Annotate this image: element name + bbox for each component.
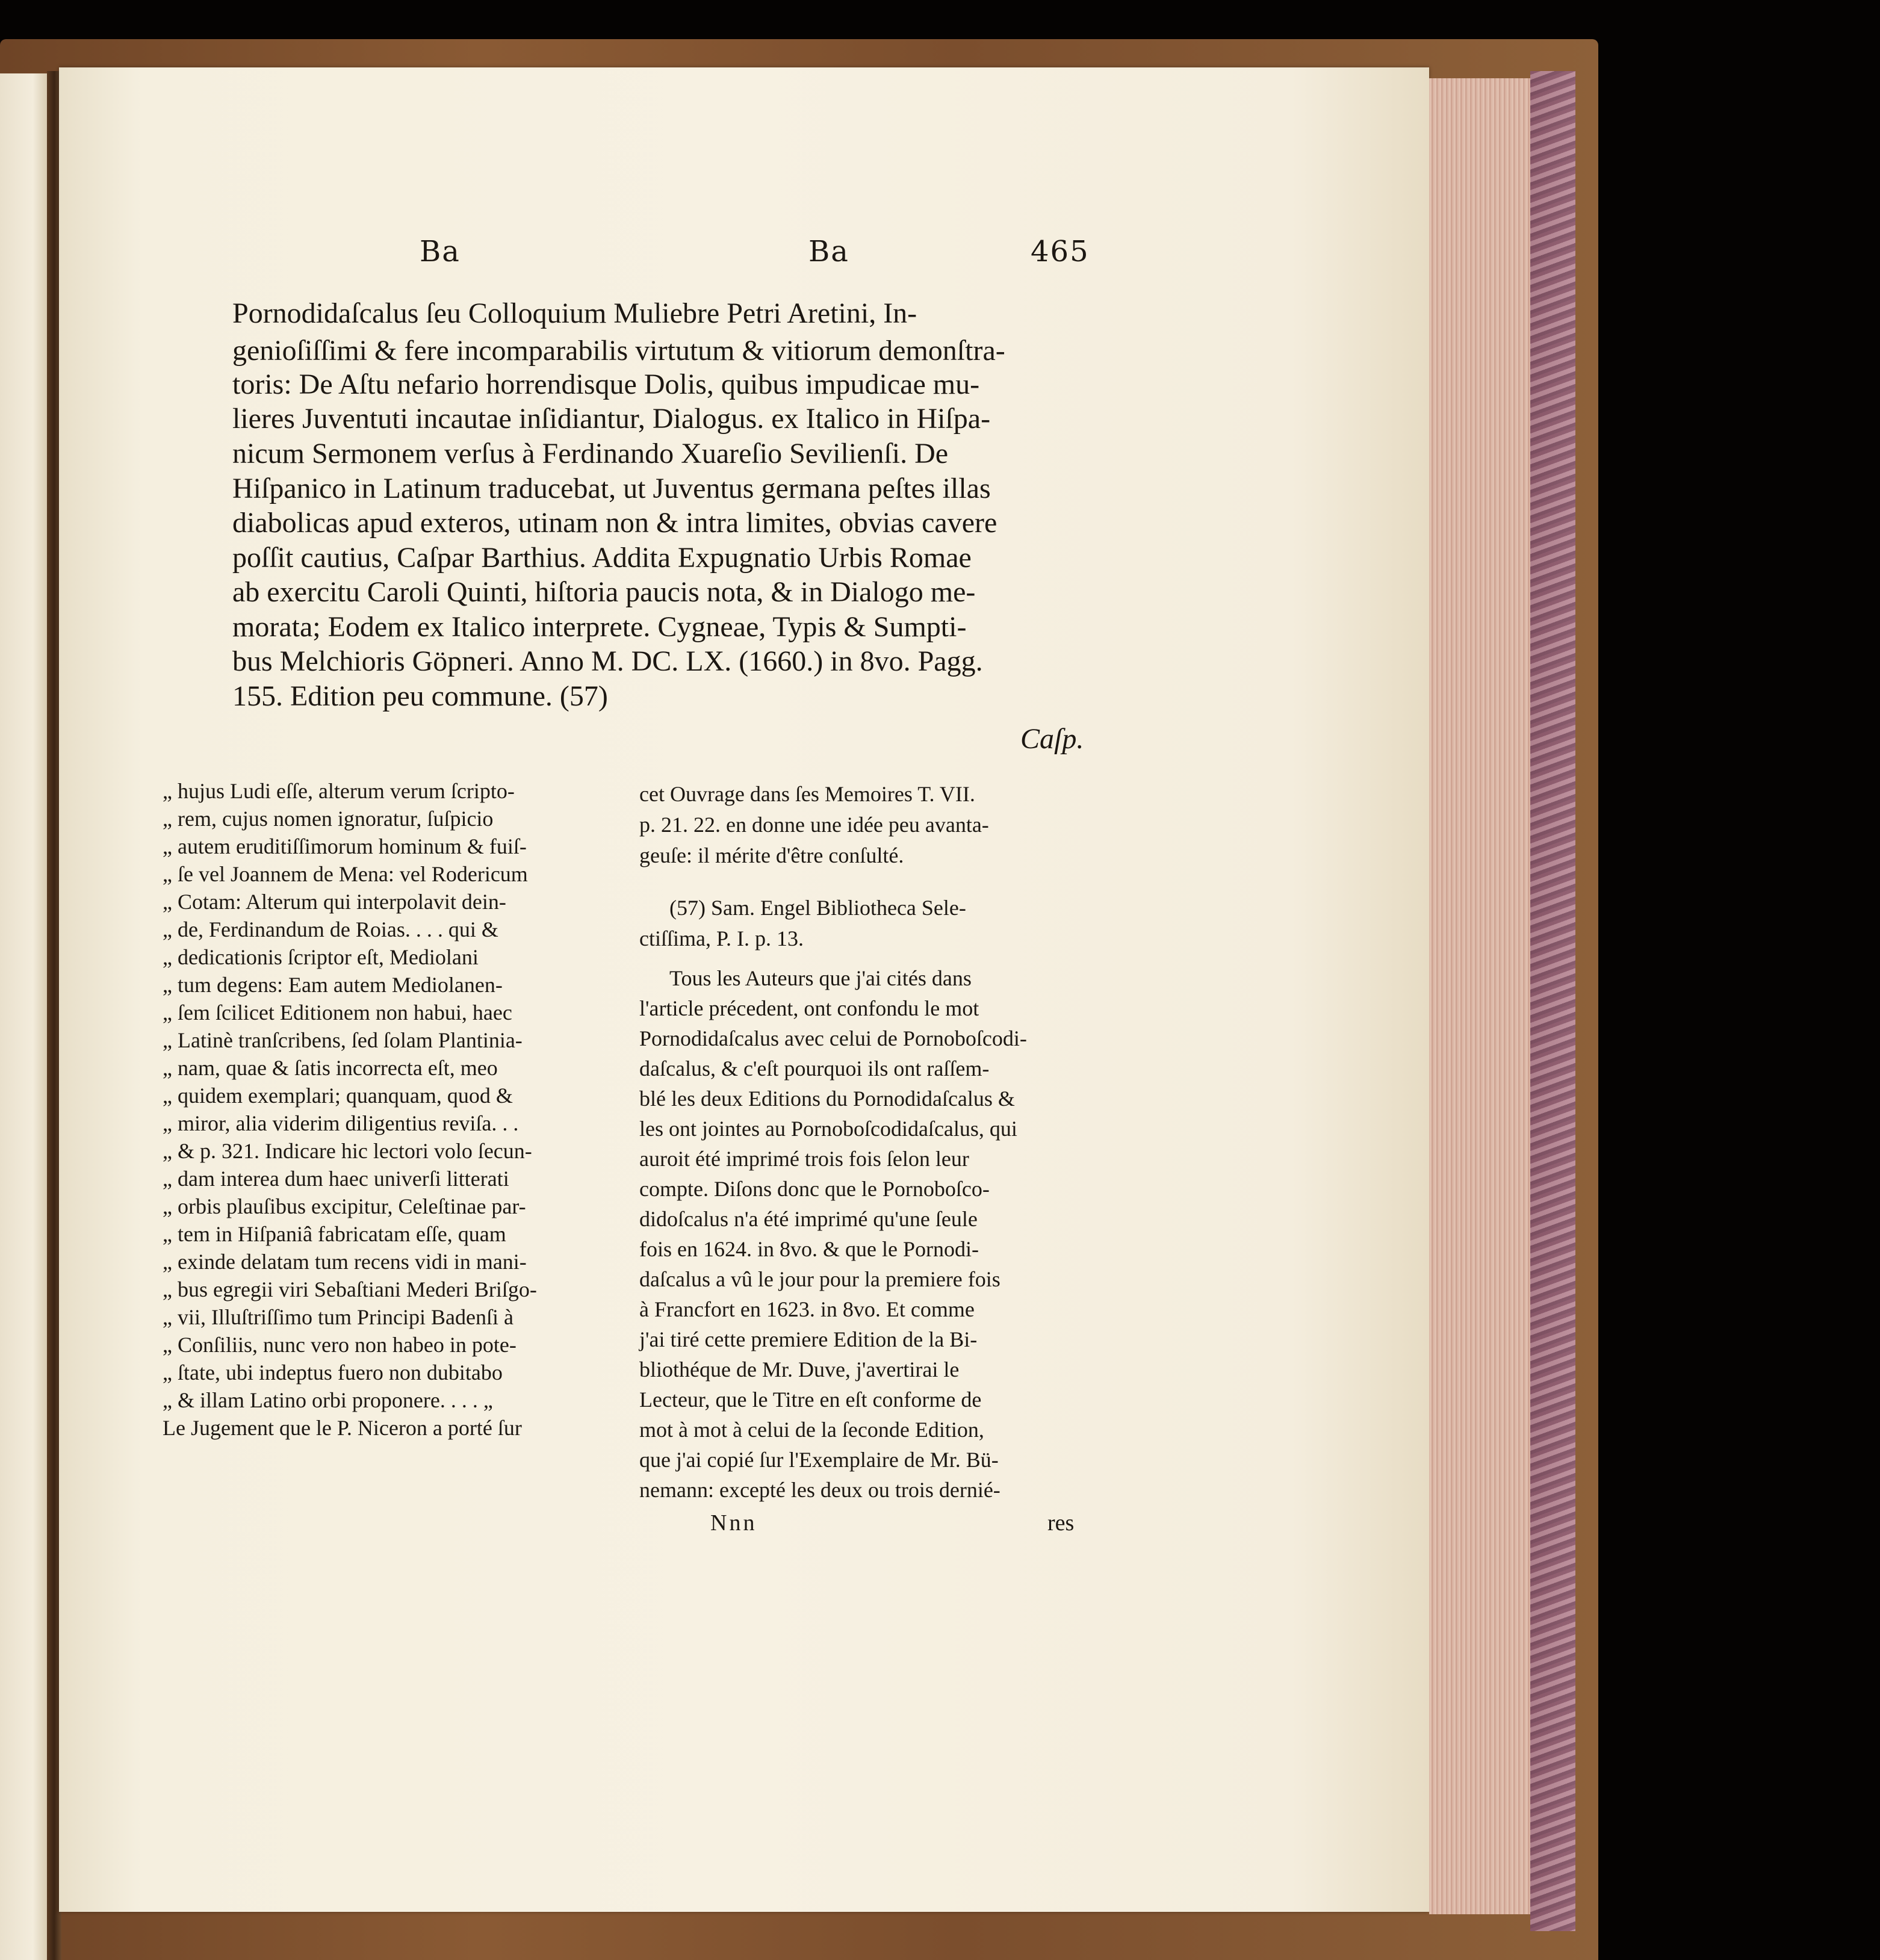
- right-col-line: compte. Diſons donc que le Pornoboſco-: [639, 1177, 990, 1201]
- right-col-line: Pornodidaſcalus avec celui de Pornoboſcodi-: [639, 1026, 1027, 1050]
- catchword-top: Caſp.: [1020, 723, 1084, 755]
- main-entry-line: 155. Edition peu commune. (57): [232, 680, 608, 712]
- main-entry-line: lieres Juventuti incautae inſidiantur, Dialogus. ex Italico in Hiſpa-: [232, 403, 991, 435]
- right-col-line: geuſe: il mérite d'être conſulté.: [639, 843, 904, 867]
- left-col-line: „ Cotam: Alterum qui interpolavit dein-: [163, 890, 506, 914]
- left-col-line: „ dedicationis ſcriptor eſt, Mediolani: [163, 945, 479, 969]
- right-col-footnote-line: (57) Sam. Engel Bibliotheca Sele-: [669, 896, 966, 920]
- right-col-line: Lecteur, que le Titre en eſt conforme de: [639, 1388, 982, 1412]
- left-col-line: „ exinde delatam tum recens vidi in mani-: [163, 1250, 527, 1274]
- left-col-line: „ ſem ſcilicet Editionem non habui, haec: [163, 1000, 512, 1025]
- right-col-line: que j'ai copié ſur l'Exemplaire de Mr. Bü-: [639, 1448, 999, 1472]
- main-entry-line: genioſiſſimi & fere incomparabilis virtutum & vitiorum demonſtra-: [232, 335, 1005, 367]
- right-col-line: blé les deux Editions du Pornodidaſcalus &: [639, 1087, 1015, 1111]
- running-head-left: Ba: [420, 235, 461, 268]
- right-col-line: daſcalus a vû le jour pour la premiere fois: [639, 1267, 1000, 1291]
- main-entry-line: morata; Eodem ex Italico interprete. Cygneae, Typis & Sumpti-: [232, 611, 967, 643]
- left-col-line: „ hujus Ludi eſſe, alterum verum ſcripto-: [163, 779, 515, 803]
- signature-mark: Nnn: [710, 1510, 757, 1536]
- left-col-line: „ dam interea dum haec univerſi litterati: [163, 1167, 509, 1191]
- right-col-line: bliothéque de Mr. Duve, j'avertirai le: [639, 1357, 960, 1382]
- right-col-line: mot à mot à celui de la ſeconde Edition,: [639, 1418, 984, 1442]
- main-entry-line: nicum Sermonem verſus à Ferdinando Xuareſio Sevilienſi. De: [232, 438, 949, 470]
- left-col-line: „ autem eruditiſſimorum hominum & fuiſ-: [163, 834, 527, 858]
- right-col-line: fois en 1624. in 8vo. & que le Pornodi-: [639, 1237, 979, 1261]
- left-col-line: „ de, Ferdinandum de Roias. . . . qui &: [163, 917, 498, 941]
- left-col-line: „ vii, Illuſtriſſimo tum Principi Badenſi à: [163, 1305, 513, 1329]
- right-col-line: les ont jointes au Pornoboſcodidaſcalus, qui: [639, 1117, 1017, 1141]
- left-col-line: „ orbis plauſibus excipitur, Celeſtinae par-: [163, 1194, 526, 1218]
- left-col-line: „ & p. 321. Indicare hic lectori volo ſecun-: [163, 1139, 532, 1163]
- right-col-line: daſcalus, & c'eſt pourquoi ils ont raſſem-: [639, 1056, 990, 1081]
- page-number: 465: [1031, 235, 1090, 268]
- right-col-line: auroit été imprimé trois fois ſelon leur: [639, 1147, 969, 1171]
- main-entry-line: ab exercitu Caroli Quinti, hiſtoria paucis nota, & in Dialogo me-: [232, 576, 976, 608]
- catchword-bottom: res: [1047, 1510, 1075, 1536]
- main-entry-line: diabolicas apud exteros, utinam non & intra limites, obvias cavere: [232, 507, 997, 539]
- left-col-line: Le Jugement que le P. Niceron a porté ſur: [163, 1416, 522, 1440]
- right-col-line: didoſcalus n'a été imprimé qu'une ſeule: [639, 1207, 978, 1231]
- right-col-line: p. 21. 22. en donne une idée peu avanta-: [639, 813, 989, 837]
- main-entry-line: poſſit cautius, Caſpar Barthius. Addita Expugnatio Urbis Romae: [232, 542, 972, 574]
- left-col-line: „ Conſiliis, nunc vero non habeo in pote-: [163, 1333, 517, 1357]
- left-col-line: „ rem, cujus nomen ignoratur, ſuſpicio: [163, 807, 494, 831]
- right-col-line: Tous les Auteurs que j'ai cités dans: [669, 966, 972, 990]
- main-entry-line: Pornodidaſcalus ſeu Colloquium Muliebre Petri Aretini, In-: [232, 297, 917, 329]
- right-col-line: j'ai tiré cette premiere Edition de la Bi-: [639, 1327, 978, 1351]
- left-col-line: „ quidem exemplari; quanquam, quod &: [163, 1084, 513, 1108]
- right-col-line: à Francfort en 1623. in 8vo. Et comme: [639, 1297, 975, 1321]
- left-col-line: „ tem in Hiſpaniâ fabricatam eſſe, quam: [163, 1222, 506, 1246]
- left-col-line: „ ſtate, ubi indeptus fuero non dubitabo: [163, 1360, 503, 1385]
- right-col-line: cet Ouvrage dans ſes Memoires T. VII.: [639, 782, 975, 806]
- left-col-line: „ tum degens: Eam autem Mediolanen-: [163, 973, 503, 997]
- main-entry-line: bus Melchioris Göpneri. Anno M. DC. LX. (1660.) in 8vo. Pagg.: [232, 645, 983, 677]
- left-col-line: „ ſe vel Joannem de Mena: vel Rodericum: [163, 862, 528, 886]
- right-col-line: l'article précedent, ont confondu le mot: [639, 996, 979, 1020]
- main-entry-line: toris: De Aſtu nefario horrendisque Dolis, quibus impudicae mu-: [232, 368, 980, 400]
- running-head-center: Ba: [808, 235, 849, 268]
- left-col-line: „ miror, alia viderim diligentius reviſa. . .: [163, 1111, 519, 1135]
- right-col-line: nemann: excepté les deux ou trois dernié-: [639, 1478, 1000, 1502]
- left-col-line: „ bus egregii viri Sebaſtiani Mederi Briſgo-: [163, 1277, 537, 1301]
- left-col-line: „ & illam Latino orbi proponere. . . . „: [163, 1388, 493, 1412]
- left-col-line: „ nam, quae & ſatis incorrecta eſt, meo: [163, 1056, 498, 1080]
- right-col-footnote-line: ctiſſima, P. I. p. 13.: [639, 926, 804, 951]
- main-entry-line: Hiſpanico in Latinum traducebat, ut Juventus germana peſtes illas: [232, 473, 991, 504]
- left-col-line: „ Latinè tranſcribens, ſed ſolam Plantinia-: [163, 1028, 523, 1052]
